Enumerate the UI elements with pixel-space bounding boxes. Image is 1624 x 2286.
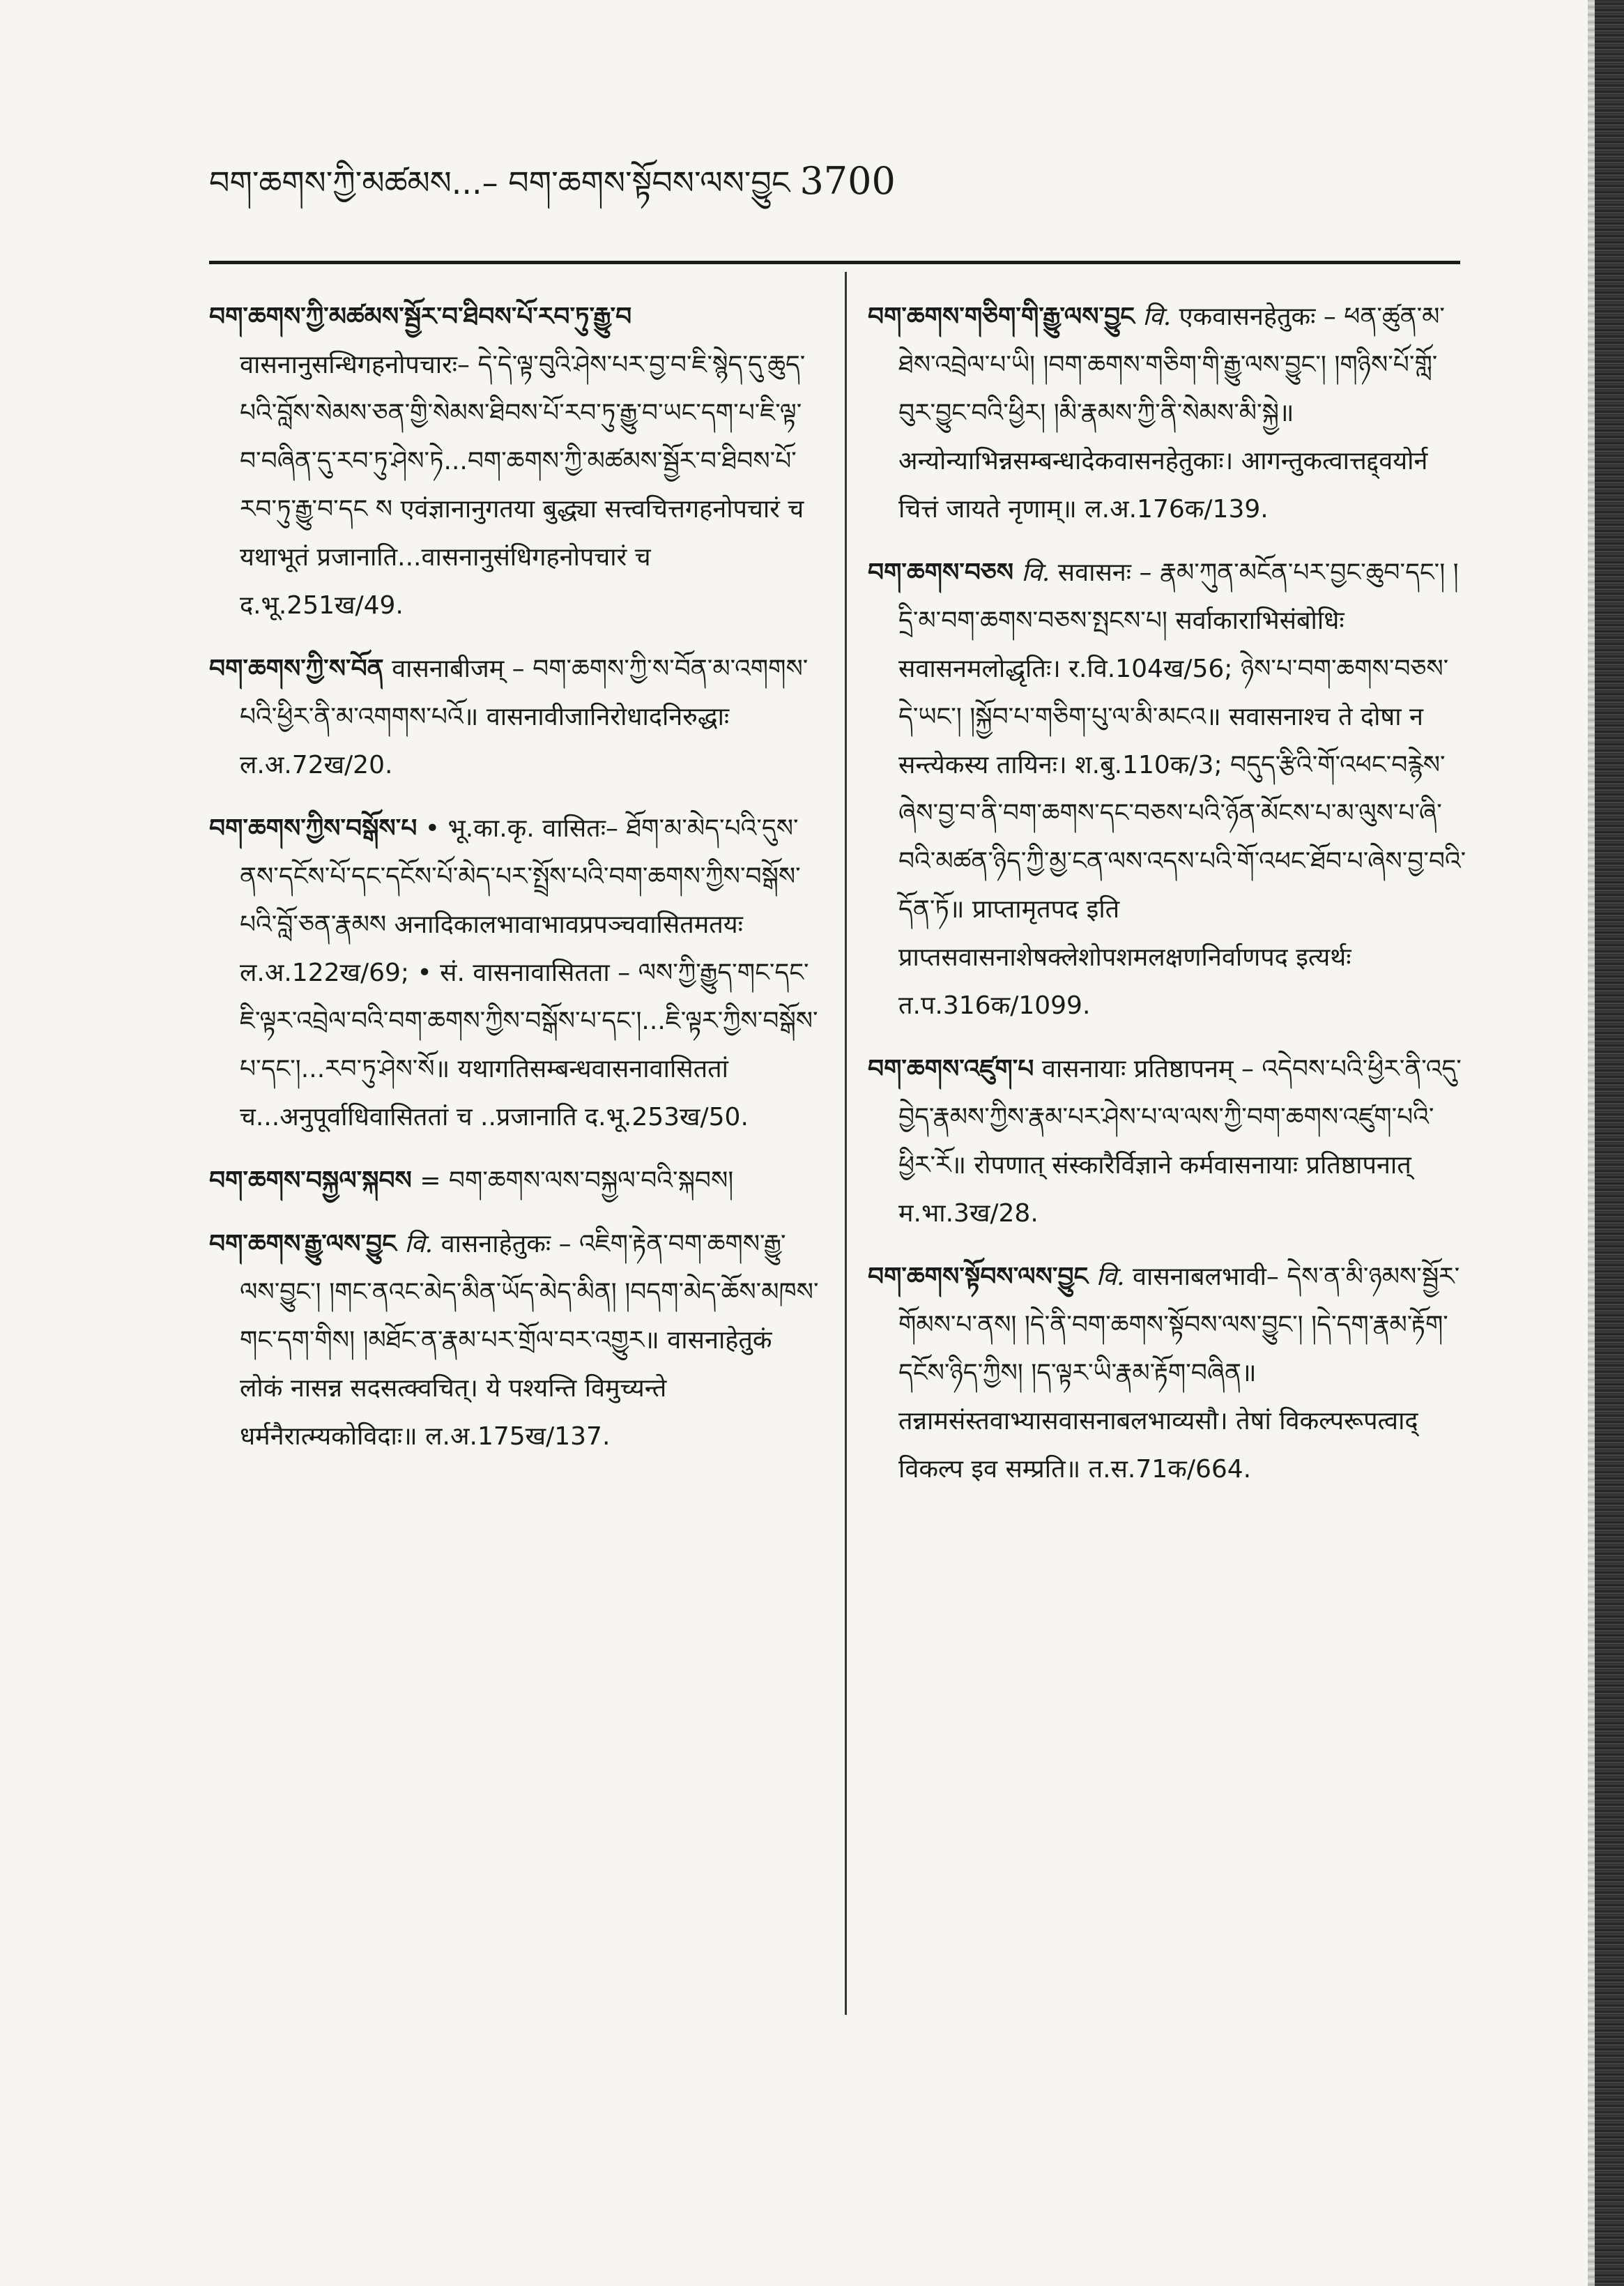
entry-headword: བག་ཆགས་སྟོབས་ལས་བྱུང	[868, 1263, 1089, 1291]
entry-text: वासनानुसन्धिगहनोपचारः– དེ་དེ་ལྟ་བུའི་ཤེས་པར་བྱ་བ་ཇི་སྙེད་དུ་ཆུད་པའི་བློས་སེམས་ཅན་གྱི་སེམས་ཐིབས་པོ་རབ་ཏུ་རྒྱུ་བ་ཡང་དག་པ་ཇི་ལྟ་བ་བཞིན་དུ་རབ་ཏུ་ཤེས་ཏེ...བག་ཆགས་ཀྱི་མཚམས་སྦྱོར་བ་ཐིབས་པོ་རབ་ཏུ་རྒྱུ་བ་དང ས एवंज्ञानानुगतया बुद्ध्या सत्त्वचित्तगहनोपचारं च यथाभूतं प्रजानाति...वासनानुसंधिगहनोपचारं च द.भू.251ख/49.	[240, 351, 806, 620]
entry-grammar: वि.	[1021, 558, 1050, 587]
entry-headword: བག་ཆགས་རྒྱུ་ལས་བྱུང	[209, 1230, 397, 1258]
entry-headword: བག་ཆགས་གཅིག་གི་རྒྱུ་ལས་བྱུང	[868, 303, 1135, 331]
page-number: 3700	[799, 159, 896, 203]
entry-headword: བག་ཆགས་ཀྱི་ས་བོན	[209, 655, 384, 683]
entry-text: वासनायाः प्रतिष्ठापनम् – འདེབས་པའི་ཕྱིར་ནི་འདུ་བྱེད་རྣམས་ཀྱིས་རྣམ་པར་ཤེས་པ་ལ་ལས་ཀྱི་བག་ཆགས་འཛུག་པའི་ཕྱིར་རོ॥ रोपणात् संस्कारैर्विज्ञाने कर्मवासनायाः प्रतिष्ठापनात् म.भा.3ख/28.	[898, 1055, 1462, 1228]
dictionary-entry	[868, 1045, 1467, 1237]
entry-text: = བག་ཆགས་ལས་བསྐྱལ་བའི་སྐབས།	[420, 1166, 734, 1195]
left-column	[209, 293, 819, 1476]
entry-headword: བག་ཆགས་ཀྱིས་བསྒོས་པ	[209, 814, 418, 843]
entry-text: वासनाहेतुकः – འཇིག་རྟེན་བག་ཆགས་རྒྱུ་ལས་བྱུང་། །གང་ནའང་མེད་མིན་ཡོད་མེད་མིན། །བདག་མེད་ཆོས་མཁས་གང་དག་གིས། །མཐོང་ན་རྣམ་པར་གྲོལ་བར་འགྱུར॥ वासनाहेतुकं लोकं नासन्न सदसत्क्वचित्। ये पश्यन्ति विमुच्यन्ते धर्मनैरात्म्यकोविदाः॥ ल.अ.175ख/137.	[240, 1230, 819, 1451]
entry-text: वासनाबीजम् – བག་ཆགས་ཀྱི་ས་བོན་མ་འགགས་པའི་ཕྱིར་ནི་མ་འགགས་པའོ॥ वासनावीजानिरोधादनिरुद्धाः ल.अ.72ख/20.	[240, 655, 809, 779]
column-divider	[845, 272, 847, 2015]
scan-edge-shadow	[1588, 0, 1595, 2286]
entry-headword: བག་ཆགས་འཛུག་པ	[868, 1055, 1034, 1083]
dictionary-entry	[209, 1157, 819, 1205]
entry-grammar: वि.	[1142, 303, 1172, 331]
dictionary-entry	[209, 645, 819, 789]
dictionary-entry	[868, 1253, 1467, 1493]
header-title: བག་ཆགས་ཀྱི་མཚམས...– བག་ཆགས་སྟོབས་ལས་བྱུང	[209, 164, 790, 201]
dictionary-entry	[209, 1220, 819, 1461]
entry-headword: བག་ཆགས་བཅས	[868, 558, 1014, 587]
entry-text: एकवासनहेतुकः – ཕན་ཚུན་མ་ཐེས་འབྲེལ་པ་ཡི། །བག་ཆགས་གཅིག་གི་རྒྱུ་ལས་བྱུང་། །གཉིས་པོ་གློ་བུར་བྱུང་བའི་ཕྱིར། །མི་རྣམས་ཀྱི་ནི་སེམས་མི་སྐྱེ॥ अन्योन्याभिन्नसम्बन्धादेकवासनहेतुकाः। आगन्तुकत्वात्तद्द्वयोर्न चित्तं जायते नृणाम्॥ ल.अ.176क/139.	[898, 303, 1445, 524]
entry-grammar: वि.	[1096, 1263, 1125, 1291]
dictionary-entry	[868, 549, 1467, 1030]
entry-text: वासनाबलभावी– དེས་ན་མི་ཉམས་སྦྱོར་གོམས་པ་ནས། །དེ་ནི་བག་ཆགས་སྟོབས་ལས་བྱུང་། །དེ་དག་རྣམ་རྟོག་དངོས་ཉིད་ཀྱིས། །ད་ལྟར་ཡི་རྣམ་རྟོག་བཞིན॥ तन्नामसंस्तवाभ्यासवासनाबलभाव्यसौ। तेषां विकल्परूपत्वाद् विकल्प इव सम्प्रति॥ त.स.71क/664.	[898, 1263, 1460, 1484]
dictionary-entry	[209, 805, 819, 1141]
entry-grammar: वि.	[404, 1230, 434, 1258]
dictionary-entry	[868, 293, 1467, 533]
entry-text: • भू.का.कृ. वासितः– ཐོག་མ་མེད་པའི་དུས་ནས་དངོས་པོ་དང་དངོས་པོ་མེད་པར་སྤྲོས་པའི་བག་ཆགས་ཀྱིས་བསྒོས་པའི་བློ་ཅན་རྣམས अनादिकालभावाभावप्रपञ्चवासितमतयः ल.अ.122ख/69; • सं. वासनावासितता – ལས་ཀྱི་རྒྱུད་གང་དང་ཇི་ལྟར་འབྲེལ་བའི་བག་ཆགས་ཀྱིས་བསྒོས་པ་དང་།...ཇི་ལྟར་ཀྱིས་བསྒོས་པ་དང་།...རབ་ཏུ་ཤེས་སོ॥ यथागतिसम्बन्धवासनावासिततां च...अनुपूर्वाधिवासिततां च ..प्रजानाति द.भू.253ख/50.	[240, 814, 818, 1131]
entry-headword: བག་ཆགས་བསྐྱལ་སྐབས	[209, 1166, 412, 1195]
running-header	[209, 150, 1499, 213]
right-column	[868, 293, 1467, 1509]
entry-text: सवासनः – རྣམ་ཀུན་མངོན་པར་བྱང་ཆུབ་དང་། །དྲི་མ་བག་ཆགས་བཅས་སྤངས་པ། सर्वाकाराभिसंबोधिः सवासनमलोद्धृतिः। र.वि.104ख/56; ཉེས་པ་བག་ཆགས་བཅས་དེ་ཡང་། །སྐྱོབ་པ་གཅིག་པུ་ལ་མི་མངའ॥ सवासनाश्च ते दोषा न सन्त्येकस्य तायिनः। श.बु.110क/3; བདུད་རྩིའི་གོ་འཕང་བརྙེས་ཞེས་བྱ་བ་ནི་བག་ཆགས་དང་བཅས་པའི་ཉོན་མོངས་པ་མ་ལུས་པ་ཞི་བའི་མཚན་ཉིད་ཀྱི་མྱ་ངན་ལས་འདས་པའི་གོ་འཕང་ཐོབ་པ་ཞེས་བྱ་བའི་དོན་ཏོ॥ प्राप्तामृतपद इति प्राप्तसवासनाशेषक्लेशोपशमलक्षणनिर्वाणपद इत्यर्थः त.प.316क/1099.	[898, 558, 1466, 1020]
scan-edge	[1595, 0, 1624, 2286]
entry-headword: བག་ཆགས་ཀྱི་མཚམས་སྦྱོར་བ་ཐིབས་པོ་རབ་ཏུ་རྒྱུ་བ	[209, 303, 632, 331]
header-rule	[209, 261, 1460, 264]
dictionary-entry	[209, 293, 819, 630]
